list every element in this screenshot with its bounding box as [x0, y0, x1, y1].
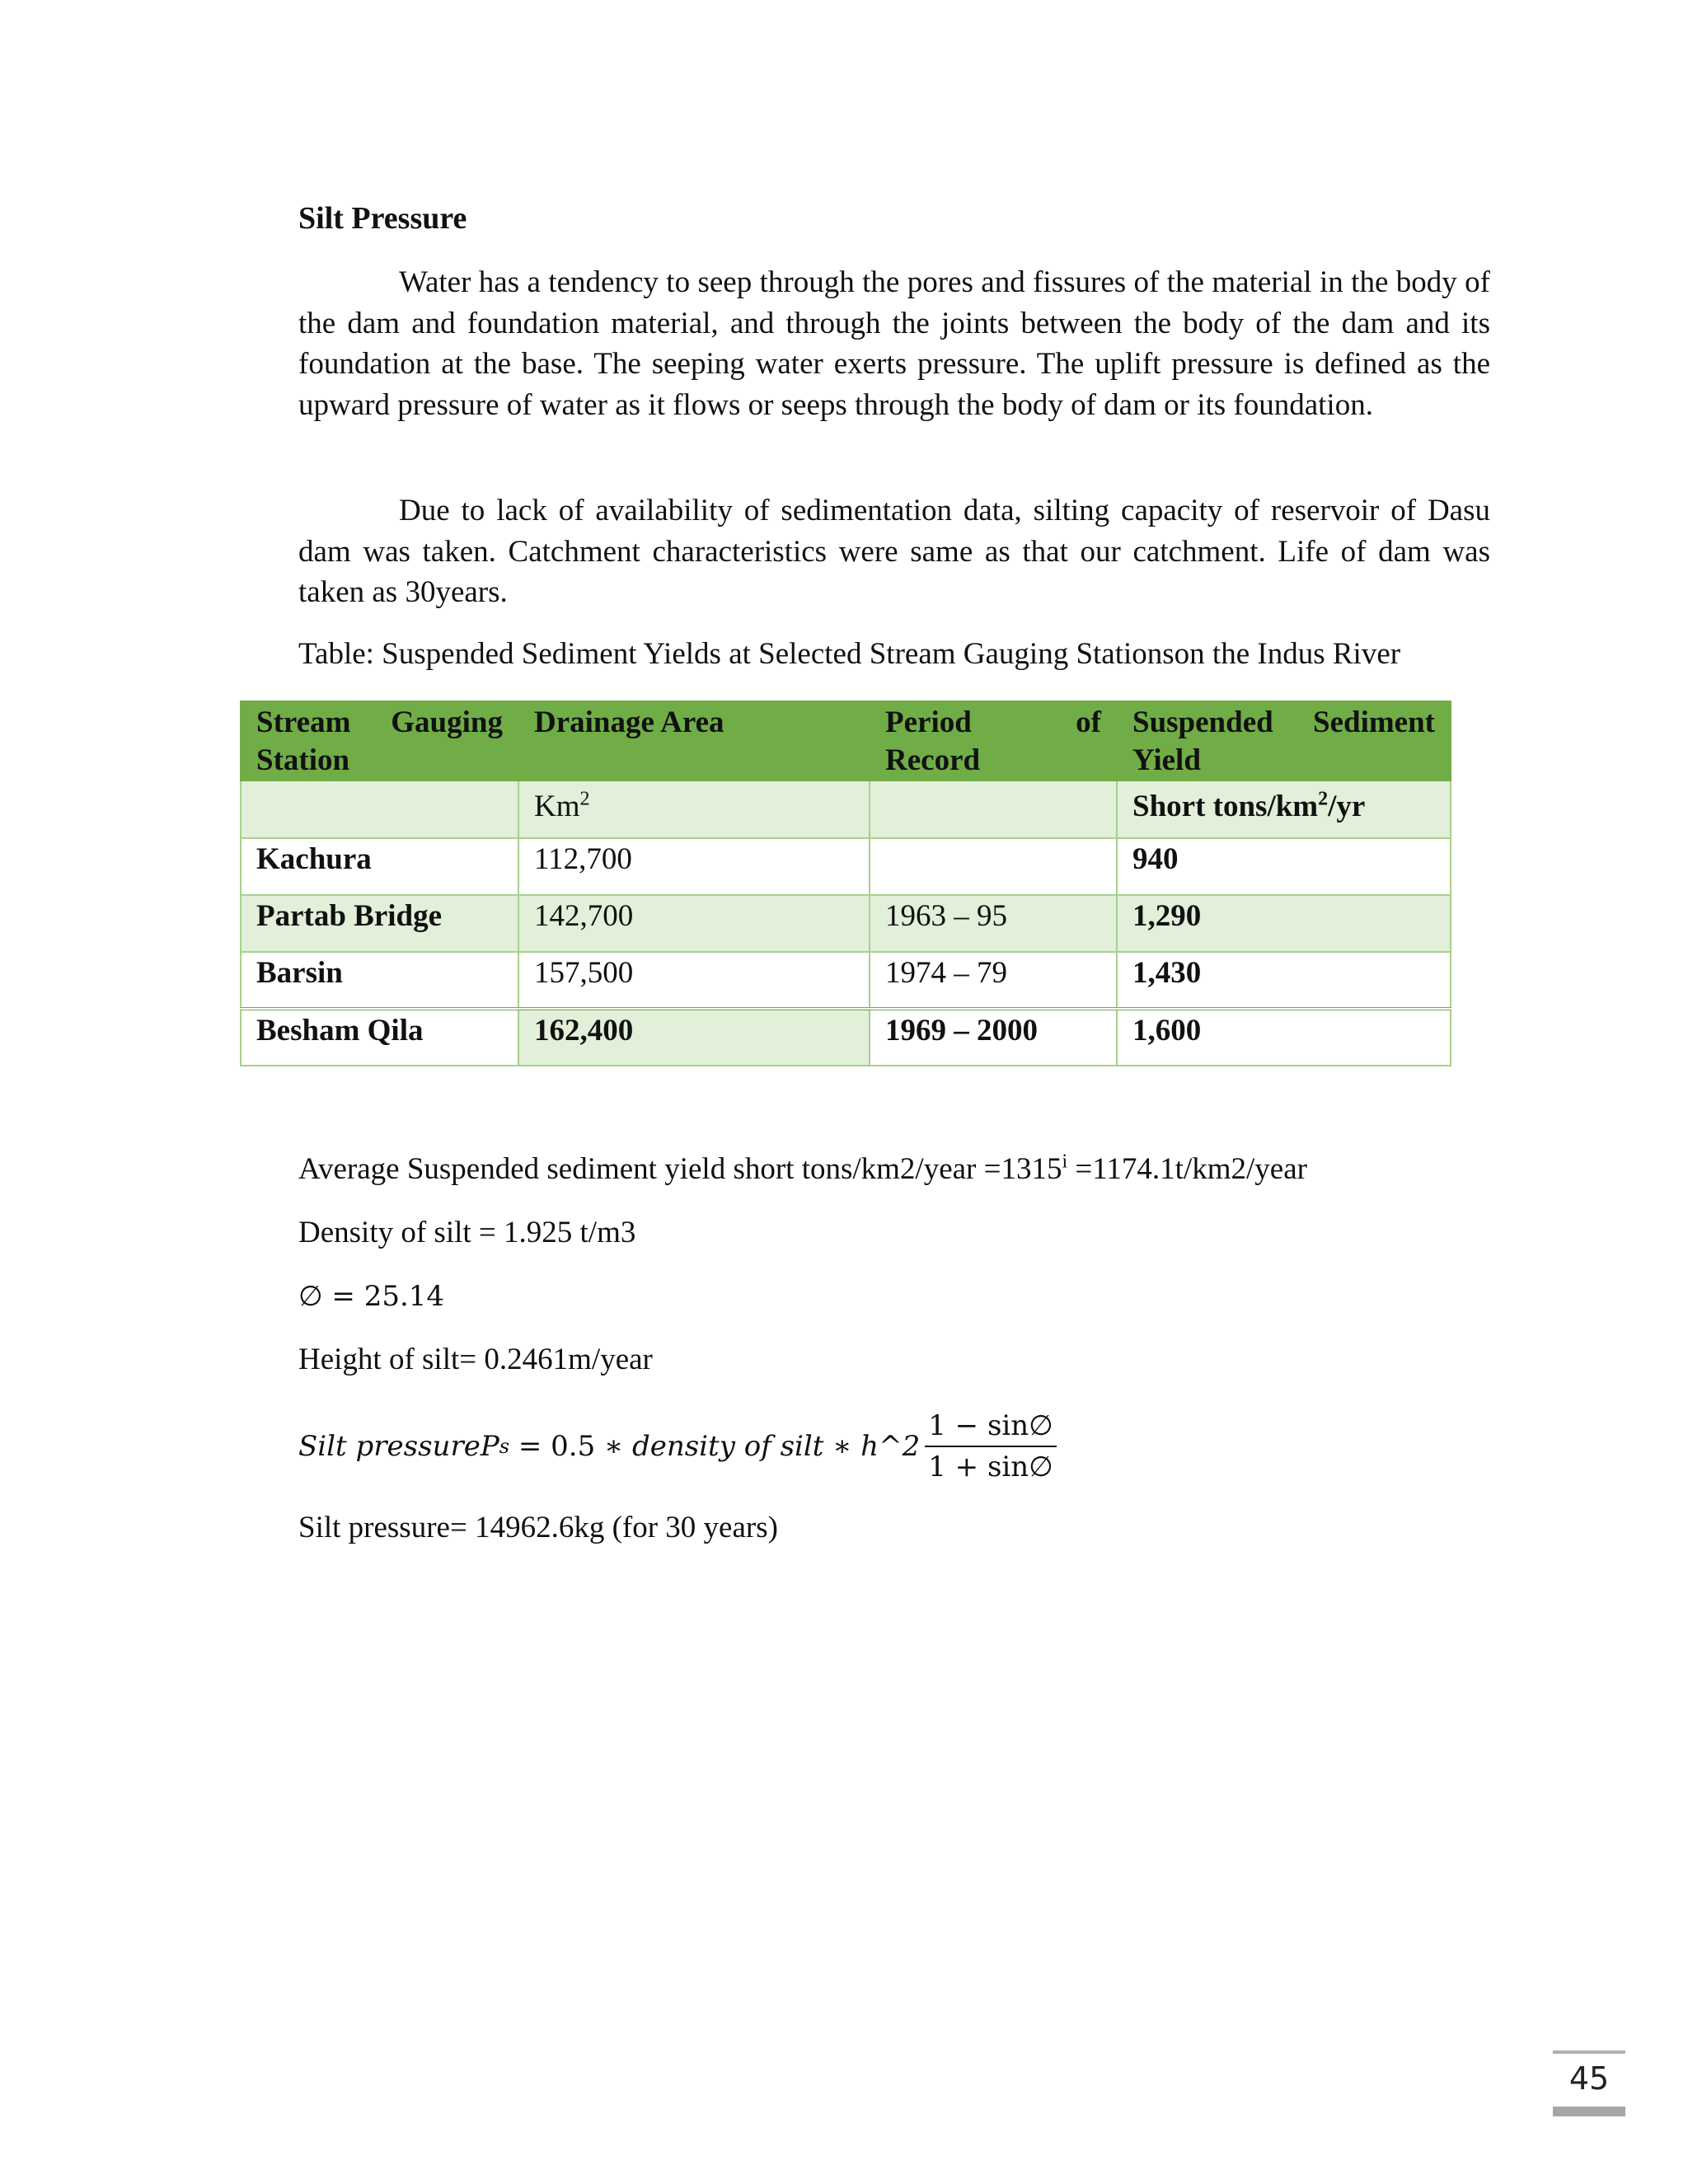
cell-period: 1963 – 95 — [870, 895, 1117, 952]
table-units-row — [241, 780, 1451, 838]
table-row — [241, 952, 1451, 1009]
density-line: Density of silt = 1.925 t/m3 — [298, 1216, 636, 1249]
sediment-yield-table — [240, 701, 1451, 1066]
table-row — [241, 895, 1451, 952]
cell-period — [870, 838, 1117, 895]
units-yield: Short tons/$km^2/yr$ — [1117, 780, 1451, 838]
silt-pressure-formula: Silt pressureP s = 0.5 ∗ density of silt ∗ h^2 $\frac{1 - \sin\emptyset}{1 + \sin\emptyset}$ — [298, 1401, 1057, 1492]
page-number: 45 — [1568, 2060, 1610, 2097]
cell-station: Barsin — [241, 952, 518, 1009]
cell-yield: 1,600 — [1117, 1009, 1451, 1066]
table-header-row — [241, 701, 1451, 780]
section-heading: Silt Pressure — [298, 201, 467, 236]
cell-station: Besham Qila — [241, 1009, 518, 1066]
height-line: Height of silt= 0.2461m/year — [298, 1343, 653, 1376]
cell-area: 162,400 — [518, 1009, 870, 1066]
cell-period: 1969 – 2000 — [870, 1009, 1117, 1066]
units-period — [870, 780, 1117, 838]
cell-station: Partab Bridge — [241, 895, 518, 952]
page-number-rule-bottom — [1553, 2107, 1625, 2116]
header-yield: Suspended Sediment Yield — [1117, 701, 1451, 780]
cell-area: 112,700 — [518, 838, 870, 895]
table-caption: Table: Suspended Sediment Yields at Selected Stream Gauging Stationson the Indus River — [298, 637, 1401, 671]
paragraph-dasu: Due to lack of availability of sedimentation data, silting capacity of reservoir of Dasu dam was taken. Catchment characteristics were same as that our catchment. Life of dam was taken as 30years. — [298, 494, 1490, 610]
average-yield-line: Average Suspended sediment yield short tons/km2/year $=1315^i$ =1174.1t/km2/year — [298, 1151, 1307, 1186]
result-line: Silt pressure= 14962.6kg (for 30 years) — [298, 1511, 778, 1544]
cell-area: 157,500 — [518, 952, 870, 1009]
table-row — [241, 838, 1451, 895]
cell-period: 1974 – 79 — [870, 952, 1117, 1009]
units-area: Km$^2$ — [518, 780, 870, 838]
cell-yield: 1,430 — [1117, 952, 1451, 1009]
header-station: Stream Gauging Station — [241, 701, 518, 780]
cell-area: 142,700 — [518, 895, 870, 952]
header-area: Drainage Area — [518, 701, 870, 780]
cell-yield: 940 — [1117, 838, 1451, 895]
formula-fraction: $\frac{1 - \sin\emptyset}{1 + \sin\emptyset}$ — [925, 1406, 1057, 1487]
paragraph-uplift: Water has a tendency to seep through the pores and fissures of the material in the body of the dam and foundation material, and through the joints between the body of the dam and its foundation at the base. The seeping water exerts pressure. The uplift pressure is defined as the upward pressure of water as it flows or seeps through the body of dam or its foundation. — [298, 265, 1490, 422]
phi-line: ∅ = 25.14 — [298, 1280, 445, 1313]
table-row — [241, 1009, 1451, 1066]
header-period: Period of Record — [870, 701, 1117, 780]
cell-yield: 1,290 — [1117, 895, 1451, 952]
page-number-rule-top — [1553, 2050, 1625, 2054]
units-station — [241, 780, 518, 838]
cell-station: Kachura — [241, 838, 518, 895]
